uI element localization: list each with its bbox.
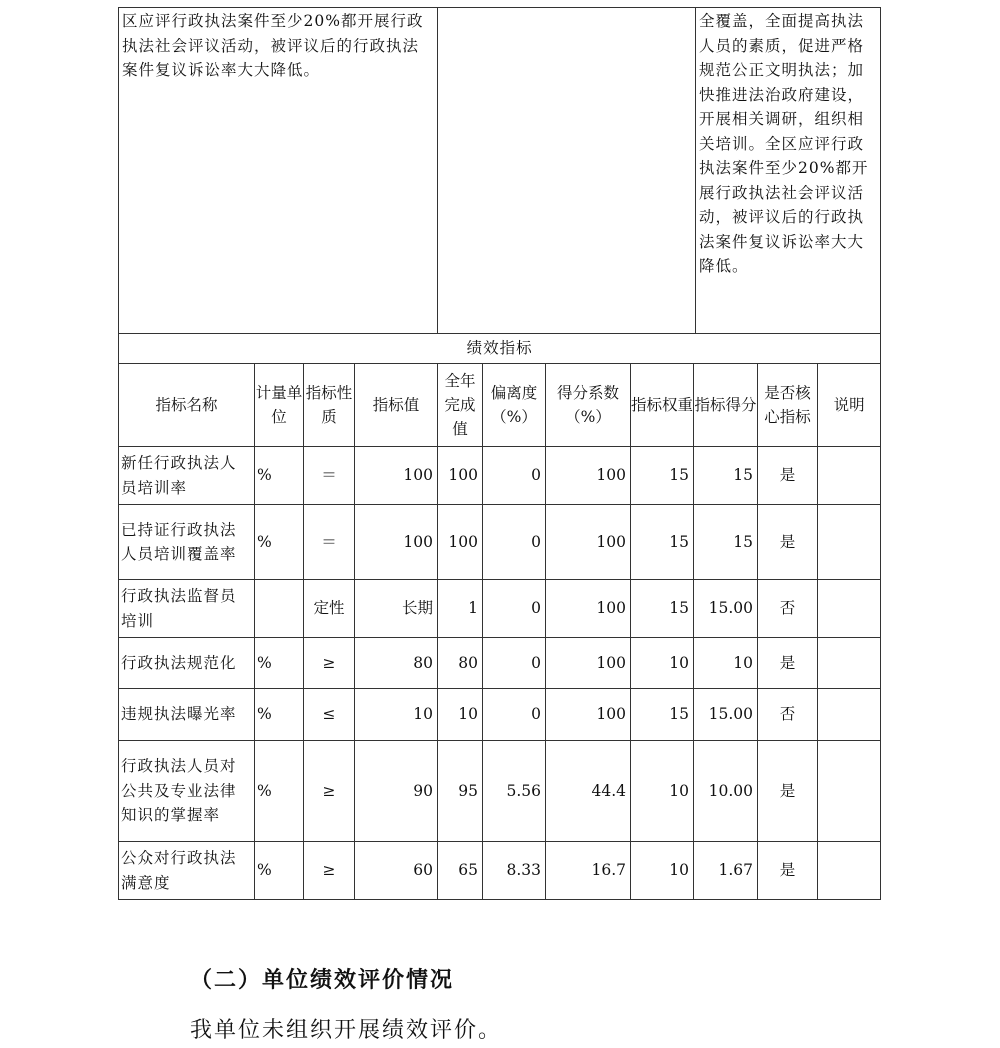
metric-target-cell: 100: [355, 505, 438, 580]
metric-actual-cell: 10: [438, 689, 483, 741]
metric-note-cell: [818, 447, 881, 505]
metric-unit-cell: %: [255, 505, 304, 580]
performance-metrics-table: [118, 333, 881, 900]
metric-deviation-cell: 8.33: [483, 842, 546, 900]
metric-nature-cell: ≥: [304, 638, 355, 689]
metric-actual-cell: 65: [438, 842, 483, 900]
metric-target-cell: 90: [355, 741, 438, 842]
header-cell: 是否核心指标: [758, 364, 818, 447]
metric-coef-cell: 100: [546, 638, 631, 689]
metric-core-cell: 是: [758, 638, 818, 689]
metric-target-cell: 60: [355, 842, 438, 900]
metric-weight-cell: 15: [631, 689, 694, 741]
metric-coef-cell: 100: [546, 447, 631, 505]
goal-right-text: 全覆盖，全面提高执法人员的素质，促进严格规范公正文明执法；加快推进法治政府建设，开展相关调研，组织相关培训。全区应评行政执法案件至少20%都开展行政执法社会评议活动，被评议后的行政执法案件复议诉讼率大大降低。: [699, 12, 869, 275]
metric-row: [119, 842, 881, 900]
metric-name-cell: 行政执法监督员培训: [119, 580, 255, 638]
metric-core-cell: 是: [758, 842, 818, 900]
metric-score-cell: 15: [694, 505, 758, 580]
metrics-header-row: [119, 364, 881, 447]
goal-left-text: 区应评行政执法案件至少20%都开展行政执法社会评议活动，被评议后的行政执法案件复议诉讼率大大降低。: [122, 12, 424, 79]
header-cell: 计量单位: [255, 364, 304, 447]
metric-note-cell: [818, 580, 881, 638]
metric-name-cell: 违规执法曝光率: [119, 689, 255, 741]
metric-nature-cell: ≥: [304, 741, 355, 842]
goal-left-cell: [119, 8, 438, 334]
metric-note-cell: [818, 842, 881, 900]
metric-unit-cell: [255, 580, 304, 638]
goal-middle-text: [438, 8, 695, 10]
metric-name-cell: 行政执法人员对公共及专业法律知识的掌握率: [119, 741, 255, 842]
metric-nature-cell: ＝: [304, 505, 355, 580]
header-cell: 指标权重: [631, 364, 694, 447]
goal-right-cell: [696, 8, 881, 334]
metric-name-cell: 行政执法规范化: [119, 638, 255, 689]
goal-middle-cell: [438, 8, 696, 334]
metric-row: [119, 741, 881, 842]
metric-score-cell: 15: [694, 447, 758, 505]
metric-name-cell: 新任行政执法人员培训率: [119, 447, 255, 505]
metric-weight-cell: 10: [631, 842, 694, 900]
metric-score-cell: 10: [694, 638, 758, 689]
metric-weight-cell: 10: [631, 638, 694, 689]
section-heading: （二）单位绩效评价情况: [190, 967, 455, 993]
metric-target-cell: 长期: [355, 580, 438, 638]
metric-core-cell: 是: [758, 741, 818, 842]
metric-deviation-cell: 0: [483, 447, 546, 505]
metric-name-cell: 已持证行政执法人员培训覆盖率: [119, 505, 255, 580]
metric-coef-cell: 100: [546, 505, 631, 580]
metric-nature-cell: ≤: [304, 689, 355, 741]
metric-actual-cell: 80: [438, 638, 483, 689]
metric-coef-cell: 44.4: [546, 741, 631, 842]
metric-unit-cell: %: [255, 689, 304, 741]
metric-weight-cell: 15: [631, 447, 694, 505]
metrics-section-title: 绩效指标: [119, 334, 881, 364]
header-cell: 指标得分: [694, 364, 758, 447]
metric-actual-cell: 95: [438, 741, 483, 842]
metric-nature-cell: 定性: [304, 580, 355, 638]
metric-target-cell: 10: [355, 689, 438, 741]
metric-weight-cell: 15: [631, 505, 694, 580]
metric-nature-cell: ＝: [304, 447, 355, 505]
metric-coef-cell: 100: [546, 689, 631, 741]
metric-deviation-cell: 5.56: [483, 741, 546, 842]
metric-core-cell: 是: [758, 505, 818, 580]
metric-core-cell: 是: [758, 447, 818, 505]
metric-deviation-cell: 0: [483, 505, 546, 580]
metric-note-cell: [818, 689, 881, 741]
metric-nature-cell: ≥: [304, 842, 355, 900]
metric-actual-cell: 1: [438, 580, 483, 638]
metric-coef-cell: 16.7: [546, 842, 631, 900]
metric-target-cell: 100: [355, 447, 438, 505]
metric-core-cell: 否: [758, 689, 818, 741]
metric-unit-cell: %: [255, 842, 304, 900]
metric-unit-cell: %: [255, 447, 304, 505]
header-cell: 指标名称: [119, 364, 255, 447]
header-cell: 得分系数（%）: [546, 364, 631, 447]
metric-core-cell: 否: [758, 580, 818, 638]
metric-target-cell: 80: [355, 638, 438, 689]
metric-score-cell: 1.67: [694, 842, 758, 900]
metric-deviation-cell: 0: [483, 689, 546, 741]
metric-row: [119, 689, 881, 741]
metric-note-cell: [818, 638, 881, 689]
metric-weight-cell: 10: [631, 741, 694, 842]
metric-deviation-cell: 0: [483, 580, 546, 638]
metric-score-cell: 15.00: [694, 580, 758, 638]
metric-note-cell: [818, 505, 881, 580]
metric-actual-cell: 100: [438, 447, 483, 505]
metric-unit-cell: %: [255, 741, 304, 842]
header-cell: 全年完成值: [438, 364, 483, 447]
metric-row: [119, 505, 881, 580]
project-goal-table: [118, 7, 881, 334]
metric-unit-cell: %: [255, 638, 304, 689]
header-cell: 指标性质: [304, 364, 355, 447]
metric-weight-cell: 15: [631, 580, 694, 638]
header-cell: 指标值: [355, 364, 438, 447]
header-cell: 说明: [818, 364, 881, 447]
metric-row: [119, 447, 881, 505]
metric-note-cell: [818, 741, 881, 842]
metric-score-cell: 10.00: [694, 741, 758, 842]
section-paragraph: 我单位未组织开展绩效评价。: [190, 1018, 503, 1043]
metric-deviation-cell: 0: [483, 638, 546, 689]
header-cell: 偏离度（%）: [483, 364, 546, 447]
metric-actual-cell: 100: [438, 505, 483, 580]
metric-coef-cell: 100: [546, 580, 631, 638]
metric-name-cell: 公众对行政执法满意度: [119, 842, 255, 900]
metric-score-cell: 15.00: [694, 689, 758, 741]
metric-row: [119, 580, 881, 638]
metric-row: [119, 638, 881, 689]
